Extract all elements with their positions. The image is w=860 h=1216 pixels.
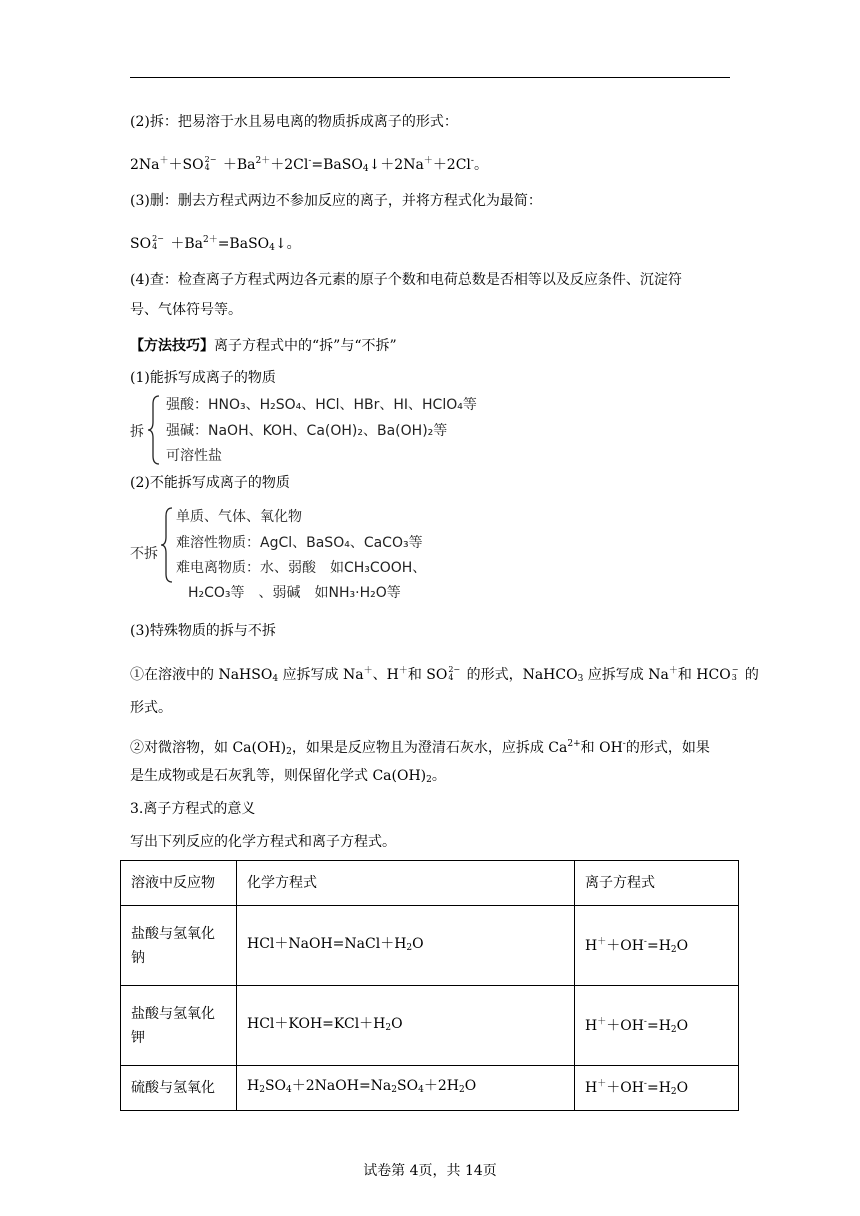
chemical-equation-cell: $H_2SO_4+2NaOH=Na_2SO_4+2H_2O$ xyxy=(237,1066,575,1111)
method-title: 【方法技巧】 xyxy=(130,338,214,354)
reactant-cell: 硫酸与氢氧化 xyxy=(121,1066,237,1111)
chemical-equation-cell: $HCl+NaOH=NaCl+H_2O$ xyxy=(237,906,575,986)
special-paragraph-2: ②对微溶物，如 $Ca(OH)_2$，如果是反应物且为澄清石灰水，应拆成 $Ca^{2+}$和 OH-的形式，如果 xyxy=(130,739,710,757)
ionic-equation-cell: $H^++OH^-=H_2O$ xyxy=(575,1066,739,1111)
reactant-cell: 盐酸与氢氧化 钠 xyxy=(121,906,237,986)
can-split-item-strong-acid: 强酸：HNO₃、H₂SO₄、HCl、HBr、HI、HClO₄等 xyxy=(166,397,477,413)
cannot-split-item-weak-electrolyte-cont: H₂CO₃等 、弱碱 如NH₃·H₂O等 xyxy=(188,585,401,601)
step-delete-heading: (3)删：删去方程式两边不参加反应的离子，并将方程式化为最简： xyxy=(130,193,542,209)
step-check-line2: 号、气体符号等。 xyxy=(130,302,242,318)
step-split-heading: (2)拆：把易溶于水且易电离的物质拆成离子的形式： xyxy=(130,114,458,130)
special-heading: (3)特殊物质的拆与不拆 xyxy=(130,623,276,639)
chemical-equation-cell: $HCl+KOH=KCl+H_2O$ xyxy=(237,986,575,1066)
step-check-line1: (4)查：检查离子方程式两边各元素的原子个数和电荷总数是否相等以及反应条件、沉淀符 xyxy=(130,272,682,288)
meaning-intro: 写出下列反应的化学方程式和离子方程式。 xyxy=(130,834,396,850)
cannot-split-brace-group xyxy=(130,504,550,604)
can-split-item-strong-base: 强碱：NaOH、KOH、Ca(OH)₂、Ba(OH)₂等 xyxy=(166,423,448,439)
cannot-split-heading: (2)不能拆写成离子的物质 xyxy=(130,475,290,491)
method-text: 离子方程式中的“拆”与“不拆” xyxy=(214,338,397,354)
reactant-cell: 盐酸与氢氧化 钾 xyxy=(121,986,237,1066)
left-brace-icon xyxy=(160,506,174,584)
table-header-cell: 离子方程式 xyxy=(575,861,739,906)
special-paragraph-1: ①在溶液中的 NaHSO$_4$ 应拆写成 Na＋、H＋和 SO 2− 4 的形式，NaHCO$_3$ 应拆写成 Na＋和 HCO − 3 的 xyxy=(130,665,759,684)
table-header-cell: 溶液中反应物 xyxy=(121,861,237,906)
left-brace-icon xyxy=(147,394,161,466)
can-split-label: 拆 xyxy=(130,424,144,440)
delete-equation: SO 2− 4 $+Ba^{2+}=BaSO_4↓$。 xyxy=(130,234,301,253)
table-row xyxy=(121,906,739,986)
table-header-cell: 化学方程式 xyxy=(237,861,575,906)
table-header-row xyxy=(121,861,739,906)
table-row xyxy=(121,986,739,1066)
reaction-table xyxy=(120,860,739,1111)
cannot-split-item-elements: 单质、气体、氧化物 xyxy=(176,509,302,525)
split-equation: 2Na＋＋SO 2− 4 $+Ba^{2+}+2Cl^-=BaSO_4↓+2Na^++2Cl^-$。 xyxy=(130,155,488,174)
ionic-equation-cell: $H^++OH^-=H_2O$ xyxy=(575,906,739,986)
header-rule xyxy=(130,77,730,78)
cannot-split-label: 不拆 xyxy=(130,546,158,562)
cannot-split-item-insoluble: 难溶性物质：AgCl、BaSO₄、CaCO₃等 xyxy=(176,535,423,551)
ionic-equation-cell: $H^++OH^-=H_2O$ xyxy=(575,986,739,1066)
can-split-item-soluble-salt: 可溶性盐 xyxy=(166,448,222,464)
cannot-split-item-weak-electrolyte: 难电离物质：水、弱酸 如CH₃COOH、 xyxy=(176,560,427,576)
page-footer: 试卷第 4页，共 14页 xyxy=(363,1163,497,1179)
can-split-heading: (1)能拆写成离子的物质 xyxy=(130,370,276,386)
special-paragraph-1-line2: 形式。 xyxy=(130,700,172,716)
special-paragraph-2-line2: 是生成物或是石灰乳等，则保留化学式 $Ca(OH)_2$。 xyxy=(130,768,446,785)
table-row xyxy=(121,1066,739,1111)
method-tips xyxy=(130,337,397,355)
can-split-brace-group xyxy=(130,392,530,468)
meaning-heading: 3.离子方程式的意义 xyxy=(130,801,256,817)
